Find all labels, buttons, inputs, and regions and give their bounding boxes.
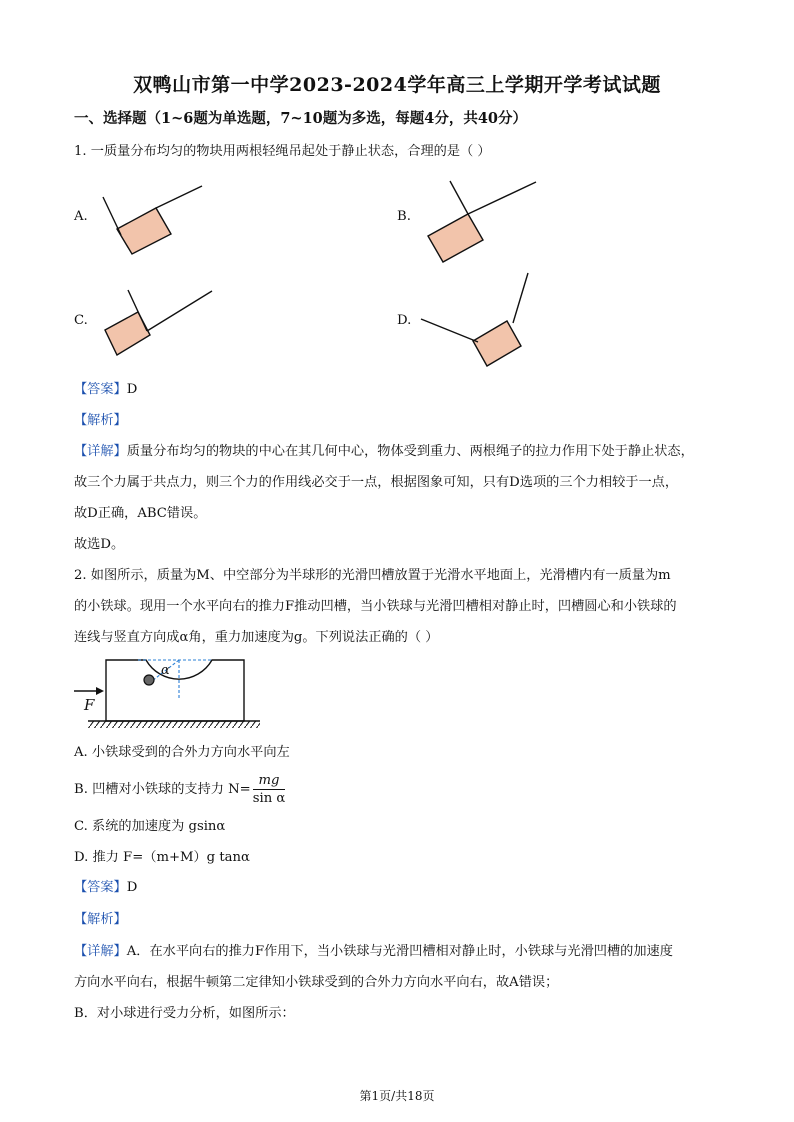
answer-label: 【答案】 <box>74 880 127 895</box>
q2-detail-line-1 <box>74 943 673 961</box>
q2-option-a: A. 小铁球受到的合外力方向水平向左 <box>74 745 290 760</box>
q2-option-b <box>74 772 285 808</box>
page-footer: 第1页/共18页 <box>359 1089 435 1103</box>
detail-label: 【详解】 <box>74 944 127 959</box>
answer-value: D <box>126 382 138 397</box>
q2-answer <box>74 879 137 897</box>
q1-figure-b <box>420 178 550 268</box>
q1-option-d-label: D. <box>397 313 412 328</box>
option-b-fraction <box>253 772 286 807</box>
q2-stem-line-3: 连线与竖直方向成α角，重力加速度为g。下列说法正确的（ ） <box>74 630 439 645</box>
fraction-denominator: sin α <box>252 791 286 806</box>
q1-detail-line-4: 故选D。 <box>74 537 125 552</box>
q2-detail-line-3: B．对小球进行受力分析，如图所示： <box>74 1006 295 1021</box>
q1-figure-d <box>415 268 545 368</box>
q2-option-c: C. 系统的加速度为 gsinα <box>74 819 226 834</box>
q2-detail-line-2: 方向水平向右，根据牛顿第二定律知小铁球受到的合外力方向水平向右，故A错误； <box>74 975 559 990</box>
q1-option-c-label: C. <box>74 313 88 328</box>
force-label: F <box>84 696 95 714</box>
fraction-numerator: mg <box>253 772 286 790</box>
detail-text: A．在水平向右的推力F作用下，当小铁球与光滑凹槽相对静止时，小铁球与光滑凹槽的加速度 <box>126 944 673 959</box>
q1-detail-line-2: 故三个力属于共点力，则三个力的作用线必交于一点，根据图象可知，只有D选项的三个力相较于一点， <box>74 475 679 490</box>
q1-option-b-label: B. <box>397 209 411 224</box>
option-b-text: B. 凹槽对小铁球的支持力 N= <box>74 782 251 797</box>
q2-analysis-label: 【解析】 <box>74 912 127 927</box>
q1-detail-line-3: 故D正确，ABC错误。 <box>74 506 207 521</box>
answer-label: 【答案】 <box>74 382 127 397</box>
q1-detail-line-1 <box>74 443 694 461</box>
q2-stem-line-2: 的小铁球。现用一个水平向右的推力F推动凹槽，当小铁球与光滑凹槽相对静止时，凹槽圆心和小铁球的 <box>74 599 677 614</box>
detail-text: 质量分布均匀的物块的中心在其几何中心，物体受到重力、两根绳子的拉力作用下处于静止状态， <box>126 444 694 459</box>
answer-value: D <box>126 880 138 895</box>
angle-label: α <box>161 663 170 678</box>
q2-groove-figure <box>72 654 272 734</box>
q1-figure-a <box>95 180 215 260</box>
q2-stem-line-1: 2. 如图所示，质量为M、中空部分为半球形的光滑凹槽放置于光滑水平地面上，光滑槽内有一质量为m <box>74 568 671 583</box>
q1-stem: 1. 一质量分布均匀的物块用两根轻绳吊起处于静止状态，合理的是（ ） <box>74 144 491 159</box>
q1-analysis-label: 【解析】 <box>74 413 127 428</box>
page-title: 双鸭山市第一中学2023-2024学年高三上学期开学考试试题 <box>133 74 661 96</box>
q1-answer <box>74 381 137 399</box>
q2-option-d: D. 推力 F=（m+M）g tanα <box>74 850 250 865</box>
detail-label: 【详解】 <box>74 444 127 459</box>
section-heading: 一、选择题（1~6题为单选题，7~10题为多选，每题4分，共40分） <box>74 110 528 127</box>
q1-option-a-label: A. <box>74 209 88 224</box>
q1-figure-c <box>95 285 225 365</box>
